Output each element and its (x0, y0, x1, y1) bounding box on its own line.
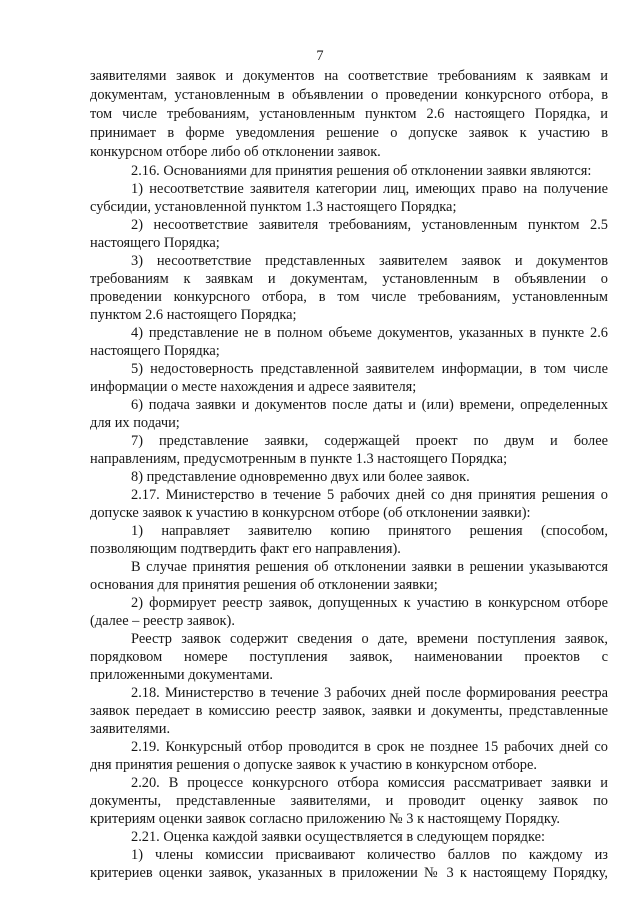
text-line: позволяющим подтвердить факт его направления). (90, 541, 401, 557)
paragraph-2-18: 2.18. Министерство в течение 3 рабочих дней после формирования реестра (131, 685, 608, 701)
text-line: требованиям к заявкам и документам, установленным в объявлении о (90, 271, 608, 287)
text-line: 2) несоответствие заявителя требованиям, установленным пунктом 2.5 (131, 217, 608, 233)
text-line: настоящего Порядка; (90, 235, 220, 251)
text-line: критериев оценки заявок, указанных в приложении № 3 к настоящему Порядку, (90, 865, 608, 881)
text-line: основания для принятия решения об отклонении заявки; (90, 577, 438, 593)
text-line: документам, установленным в объявлении о проведении конкурсного отбора, в (90, 87, 608, 103)
text-line: 5) недостоверность представленной заявителем информации, в том числе (131, 361, 608, 377)
text-line: заявителями заявок и документов на соответствие требованиям к заявкам и (90, 68, 608, 84)
text-line: направлениям, предусмотренным в пункте 1.3 настоящего Порядка; (90, 451, 508, 467)
paragraph-2-19: 2.19. Конкурсный отбор проводится в срок не позднее 15 рабочих дней со (131, 739, 608, 755)
text-line: Реестр заявок содержит сведения о дате, времени поступления заявок, (131, 631, 608, 647)
text-line: 7) представление заявки, содержащей проект по двум и более (131, 433, 608, 449)
text-line: пунктом 2.6 настоящего Порядка; (90, 307, 297, 323)
text-line: дня принятия решения о допуске заявок к участию в конкурсном отборе. (90, 757, 537, 773)
text-line: проведении конкурсного отбора, в том числе требованиям, установленным (90, 289, 608, 305)
text-line: заявителями. (90, 721, 171, 737)
page-number: 7 (316, 48, 324, 64)
paragraph-2-20: 2.20. В процессе конкурсного отбора комиссия рассматривает заявки и (131, 775, 608, 791)
text-line: документы, представленные заявителями, и проводит оценку заявок по (90, 793, 608, 809)
paragraph-2-17: 2.17. Министерство в течение 5 рабочих дней со дня принятия решения о (131, 487, 608, 503)
text-line: В случае принятия решения об отклонении заявки в решении указываются (131, 559, 608, 575)
text-line: 1) члены комиссии присваивают количество баллов по каждому из (131, 847, 608, 863)
paragraph-2-21: 2.21. Оценка каждой заявки осуществляется в следующем порядке: (131, 829, 545, 845)
text-line: приложенными документами. (90, 667, 273, 683)
text-line: 1) направляет заявителю копию принятого решения (способом, (131, 523, 608, 539)
text-line: 1) несоответствие заявителя категории лиц, имеющих право на получение (131, 181, 608, 197)
text-line: 6) подача заявки и документов после даты и (или) времени, определенных (131, 397, 608, 413)
paragraph-2-16: 2.16. Основаниями для принятия решения об отклонении заявки являются: (131, 163, 592, 179)
text-line: 3) несоответствие представленных заявителем заявок и документов (131, 253, 608, 269)
text-line: для их подачи; (90, 415, 180, 431)
text-line: 8) представление одновременно двух или более заявок. (131, 469, 470, 485)
text-line: критериям оценки заявок согласно приложению № 3 к настоящему Порядку. (90, 811, 560, 827)
text-line: (далее – реестр заявок). (90, 613, 235, 629)
text-line: конкурсном отборе либо об отклонении заявок. (90, 144, 381, 160)
text-line: 4) представление не в полном объеме документов, указанных в пункте 2.6 (131, 325, 608, 341)
text-line: принимает в форме уведомления решение о допуске заявок к участию в (90, 125, 608, 141)
text-line: допуске заявок к участию в конкурсном отборе (об отклонении заявки): (90, 505, 531, 521)
text-line: порядковом номере поступления заявок, наименовании проектов с (90, 649, 608, 665)
text-line: заявок передает в комиссию реестр заявок, заявки и документы, представленные (90, 703, 608, 719)
text-line: том числе требованиям, установленным пунктом 2.6 настоящего Порядка, и (90, 106, 608, 122)
text-line: 2) формирует реестр заявок, допущенных к участию в конкурсном отборе (131, 595, 608, 611)
text-line: субсидии, установленной пунктом 1.3 настоящего Порядка; (90, 199, 457, 215)
text-line: настоящего Порядка; (90, 343, 220, 359)
text-line: информации о месте нахождения и адресе заявителя; (90, 379, 417, 395)
